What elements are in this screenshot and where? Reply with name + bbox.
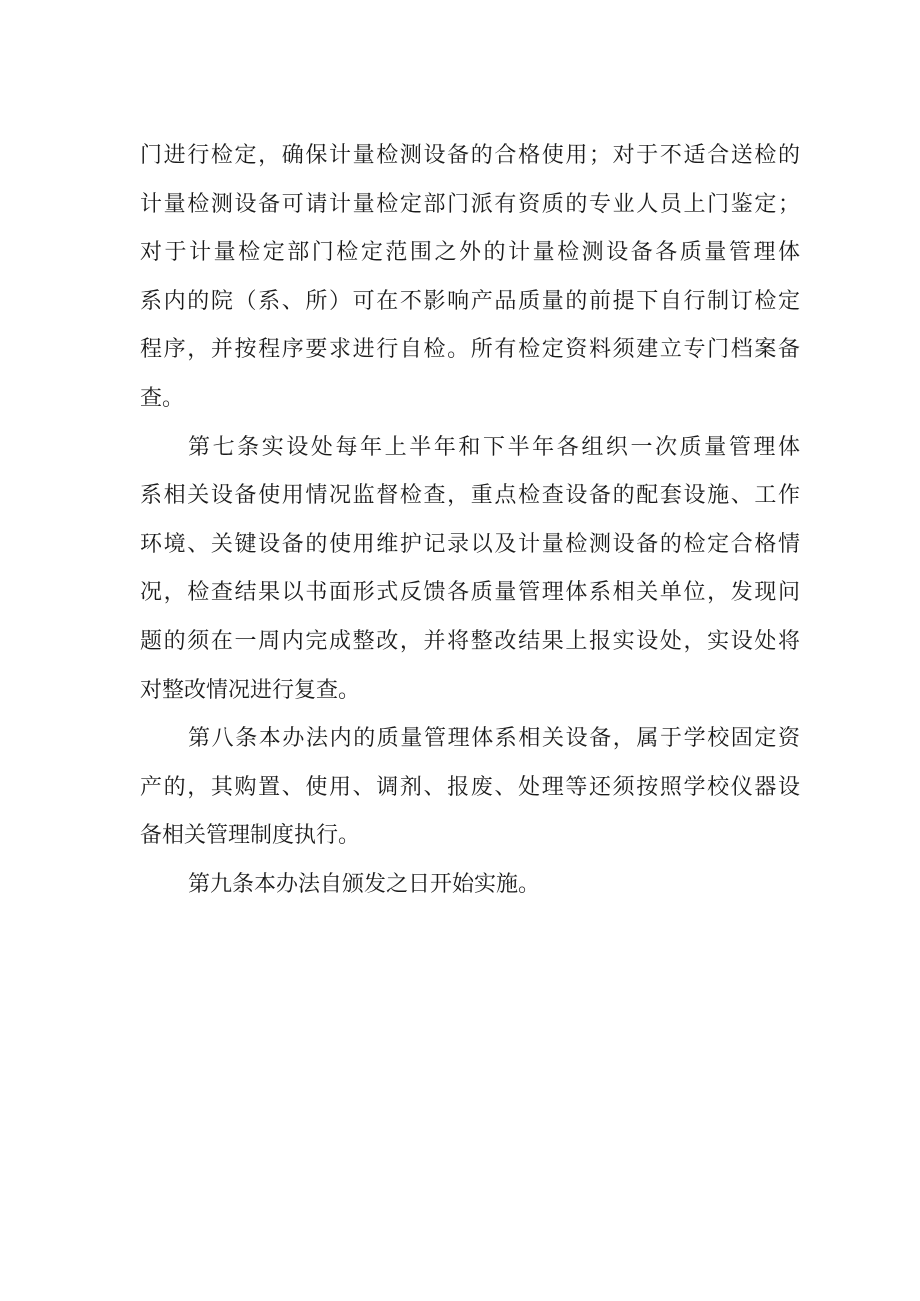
text-line: 第九条本办法自颁发之日开始实施。 bbox=[188, 871, 541, 897]
text-line: 查。 bbox=[140, 385, 185, 411]
text-line: 第七条实设处每年上半年和下半年各组织一次质量管理体 bbox=[188, 434, 800, 460]
paragraph-continuation bbox=[140, 132, 800, 424]
text-line: 程序，并按程序要求进行自检。所有检定资料须建立专门档案备 bbox=[140, 337, 800, 363]
text-line: 计量检测设备可请计量检定部门派有资质的专业人员上门鉴定； bbox=[140, 191, 800, 217]
text-line: 对于计量检定部门检定范围之外的计量检测设备各质量管理体 bbox=[140, 240, 800, 266]
text-line: 系相关设备使用情况监督检查，重点检查设备的配套设施、工作 bbox=[140, 483, 800, 509]
text-line: 第八条本办法内的质量管理体系相关设备，属于学校固定资 bbox=[188, 726, 800, 752]
paragraph-article-8 bbox=[140, 715, 800, 861]
text-line: 况，检查结果以书面形式反馈各质量管理体系相关单位，发现问 bbox=[140, 580, 800, 606]
paragraph-article-7 bbox=[140, 424, 800, 716]
text-line: 系内的院（系、所）可在不影响产品质量的前提下自行制订检定 bbox=[140, 288, 800, 314]
text-line: 备相关管理制度执行。 bbox=[140, 823, 361, 849]
paragraph-article-9 bbox=[140, 861, 800, 910]
text-line: 对整改情况进行复查。 bbox=[140, 677, 361, 703]
text-line: 产的，其购置、使用、调剂、报废、处理等还须按照学校仪器设 bbox=[140, 774, 800, 800]
text-line: 门进行检定，确保计量检测设备的合格使用；对于不适合送检的 bbox=[140, 143, 800, 168]
document-body bbox=[140, 132, 800, 910]
text-line: 环境、关键设备的使用维护记录以及计量检测设备的检定合格情 bbox=[140, 531, 800, 557]
text-line: 题的须在一周内完成整改，并将整改结果上报实设处，实设处将 bbox=[140, 628, 800, 654]
